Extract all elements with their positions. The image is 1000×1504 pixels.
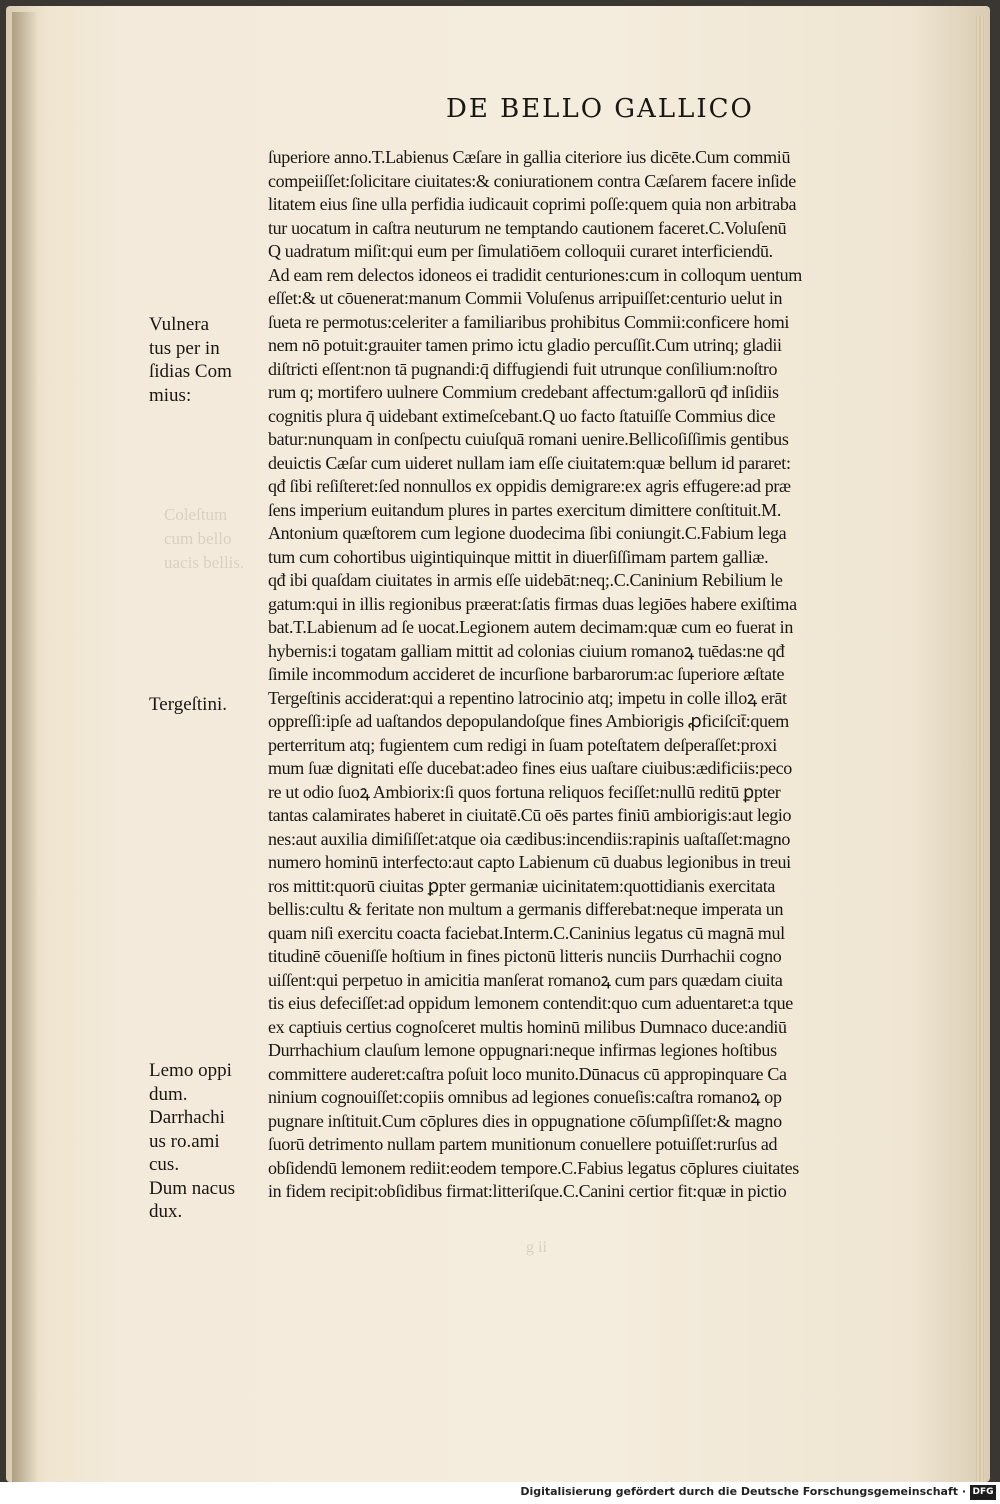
text-line: tum cum cohortibus uigintiquinque mittit in diuerſiſſimam partem galliæ. (268, 546, 769, 567)
text-line: uiſſent:qui perpetuo in amicitia manſerat romanoꝝ cum pars quædam ciuita (268, 969, 783, 990)
show-through-line: Coleſtum (164, 505, 228, 524)
dfg-logo: DFG (970, 1485, 996, 1500)
text-line: litatem eius ſine ulla perfidia iudicauit coprimi poſſe:quem quia non arbitraba (268, 194, 797, 214)
text-line: committere auderet:caſtra poſuit loco munito.Dūnacus cū appropinquare Ca (268, 1063, 787, 1084)
text-line: gatum:qui in illis regionibus præerat:ſatis firmas duas legiōes habere exiſtima (268, 593, 797, 614)
marginal-note-line: us ro.ami (149, 1130, 220, 1152)
text-line: ſuorū detrimento nullam partem munitionum conuellere potuiſſet:rurſus ad (268, 1134, 778, 1154)
show-through-margin (164, 503, 264, 575)
text-line: bellis:cultu & feritate non multum a germanis differebat:neque imperata un (268, 899, 784, 919)
text-line: pugnare inſtituit.Cum cōplures dies in oppugnatione cōſumpſiſſet:& magno (268, 1110, 782, 1131)
text-line: cognitis plura q̄ uidebant extimeſcebant.Q uo facto ſtatuiſſe Commius dice (268, 405, 776, 426)
marginal-note-line: ſidias Com (149, 361, 232, 382)
text-line: Ad eam rem delectos idoneos ei tradidit centuriones:cum in colloqum uentum (268, 264, 802, 285)
marginal-note-line: tus per in (149, 337, 220, 359)
text-line: batur:nunquam in conſpectu cuiuſquā romani uenire.Belliсoſiſſimis gentibus (268, 429, 789, 449)
text-line: ex captiuis certius cognoſceret multis hominū milibus Dumnaco duce:andiū (268, 1016, 787, 1037)
text-line: mum ſuæ dignitati eſſe ducebat:adeo fines eius uaſtare ciuibus:ædificiis:peco (268, 758, 792, 778)
text-line: ros mittit:quorū ciuitas ꝑpter germaniæ uicinitatem:quottidianis exercitata (268, 875, 776, 896)
marginal-note-vulneratus (149, 313, 261, 407)
text-line: in fidem recipit:obſidibus firmat:litteriſque.C.Canini certior fit:quæ in pictio (268, 1181, 787, 1201)
marginal-note-line: dux. (149, 1201, 183, 1222)
text-line: Durrhachium clauſum lemone oppugnari:neque infirmas legiones hoſtibus (268, 1040, 777, 1060)
text-line: ſuperiore anno.T.Labienus Cæſare in gallia citeriore ius dicēte.Cum commiū (268, 147, 791, 167)
text-line: nem nō potuit:grauiter tamen primo ictu gladio percuſſit.Cum utrinq; gladii (268, 335, 782, 355)
main-text-block (268, 146, 924, 1204)
marginal-note-tergestini (149, 693, 261, 717)
text-line: Q uadratum miſit:qui eum per ſimulatiōem colloquii curaret interficiendū. (268, 241, 773, 261)
text-line: hybernis:i togatam galliam mittit ad colonias ciuium romanoꝝ tuēdas:ne qđ (268, 640, 785, 661)
text-line: re ut odio ſuoꝝ Ambiorix:ſi quos fortuna reliquos feciſſet:nullū reditū ꝑpter (268, 781, 781, 802)
text-line: nes:aut auxilia dimiſiſſet:atque oia cædibus:incendiis:rapinis uaſtaſſet:magno (268, 828, 791, 849)
text-line: tis eius defeciſſet:ad oppidum lemonem contendit:quo cum aduentaret:a tque (268, 993, 793, 1013)
marginal-note-line: Dum nacus (149, 1177, 236, 1199)
text-line: rum q; mortifero uulnere Commium credebant affectum:gallorū qđ inſidiis (268, 382, 779, 402)
text-line: compeiiſſet:ſolicitare ciuitates:& coniurationem contra Cæſarem facere inſide (268, 170, 796, 191)
marginal-note-line: Darrhachi (149, 1107, 225, 1128)
text-line: qđ ſibi reſiſteret:ſed nonnullos ex oppidis demigrare:ex agris effugere:ad præ (268, 476, 791, 496)
spine-shadow (12, 12, 38, 1482)
show-through-line: uacis bellis. (164, 553, 245, 572)
digitization-footer (0, 1482, 1000, 1504)
marginal-note-line: Vulnera (149, 314, 210, 335)
show-through-signature: g ii (526, 1239, 547, 1256)
text-line: bat.T.Labienum ad ſe uocat.Legionem autem decimam:quæ cum eo fuerat in (268, 617, 793, 637)
text-line: qđ ibi quaſdam ciuitates in armis eſſe uidebāt:neq;.C.Caninium Rebilium le (268, 570, 783, 590)
text-line: diſtricti eſſent:non tā pugnandi:q̄ diffugiendi fuit utrunque conſilium:noſtro (268, 358, 778, 379)
marginal-note-lemo (149, 1059, 261, 1224)
book-page (6, 6, 990, 1482)
text-line: Antonium quæſtorem cum legione duodecima ſibi coniungit.C.Fabium lega (268, 523, 787, 543)
marginal-note-line: Lemo oppi (149, 1060, 232, 1081)
text-line: ninium cognouiſſet:copiis omnibus ad legiones conueſis:caſtra romanoꝝ op (268, 1087, 782, 1107)
text-line: numero hominū interfecto:aut capto Labienum cū duabus legionibus in treui (268, 852, 791, 872)
text-line: perterritum atq; fugientem cum redigi in ſuam poteſtatem deſperaſſet:proxi (268, 734, 777, 755)
text-line: tantas calamirates haberet in ciuitatē.Cū oēs partes finiū ambiorigis:aut legio (268, 805, 792, 825)
marginal-note-line: Tergeſtini. (149, 694, 227, 715)
text-line: deuictis Cæſar cum uideret nullam iam eſſe ciuitatem:quæ bellum id pararet: (268, 452, 791, 473)
page-edge (976, 16, 984, 1482)
running-head: DE BELLO GALLICO (446, 94, 754, 124)
text-line: oppreſſi:ipſe ad uaſtandos depopulandoſque fines Ambiorigis ꝓficiſcit̄:quem (268, 711, 789, 731)
text-line: titudinē cōueniſſe hoſtium in fines pictonū litteris nunciis Durrhachii cogno (268, 946, 782, 966)
text-line: obſidendū lemonem rediit:eodem tempore.C.Fabius legatus cōplures ciuitates (268, 1157, 799, 1178)
marginal-note-line: dum. (149, 1083, 188, 1105)
text-line: quam niſi exercitu coacta faciebat.Interm.C.Caninius legatus cū magnā mul (268, 922, 785, 943)
text-line: ſens imperium euitandum plures in partes exercitum dimittere conſtituit.M. (268, 499, 781, 520)
show-through-line: cum bello (164, 529, 232, 548)
text-line: eſſet:& ut cōuenerat:manum Commii Voluſenus arripuiſſet:centurio uelut in (268, 288, 783, 308)
text-line: tur uocatum in caſtra neuturum ne temptando cautionem faceret.C.Voluſenū (268, 217, 787, 238)
text-line: ſueta re permotus:celeriter a familiaribus prohibitus Commii:conficere homi (268, 311, 790, 332)
text-line: ſimile incommodum accideret de incurſione barbarorum:ac ſuperiore æſtate (268, 664, 785, 684)
marginal-note-line: cus. (149, 1154, 180, 1175)
funding-credit: Digitalisierung gefördert durch die Deutsche Forschungsgemeinschaft · (520, 1485, 966, 1498)
marginal-note-line: mius: (149, 384, 192, 406)
text-line: Tergeſtinis acciderat:qui a repentino latrocinio atq; impetu in colle illoꝝ erāt (268, 687, 787, 708)
